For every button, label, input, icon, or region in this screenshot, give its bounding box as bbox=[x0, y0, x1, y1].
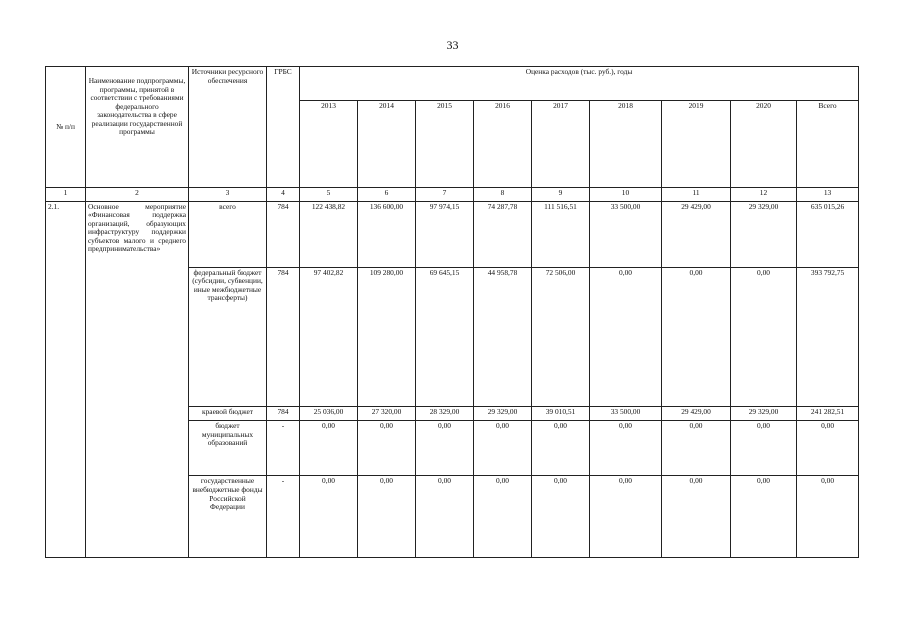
value-cell-3: 69 645,15 bbox=[416, 267, 474, 406]
value-cell-3: 0,00 bbox=[416, 421, 474, 476]
value-cell-6: 0,00 bbox=[590, 421, 662, 476]
year-header-3: 2015 bbox=[416, 101, 474, 188]
value-cell-2: 0,00 bbox=[358, 476, 416, 558]
column-number-2: 2 bbox=[86, 188, 189, 202]
value-cell-2: 0,00 bbox=[358, 421, 416, 476]
value-cell-9: 635 015,26 bbox=[797, 201, 859, 267]
header-estimate: Оценка расходов (тыс. руб.), годы bbox=[300, 67, 859, 101]
value-cell-4: 0,00 bbox=[474, 476, 532, 558]
grbs-code: 784 bbox=[267, 406, 300, 421]
column-number-11: 11 bbox=[662, 188, 731, 202]
year-header-6: 2018 bbox=[590, 101, 662, 188]
value-cell-3: 97 974,15 bbox=[416, 201, 474, 267]
year-header-7: 2019 bbox=[662, 101, 731, 188]
column-number-5: 5 bbox=[300, 188, 358, 202]
column-number-12: 12 bbox=[731, 188, 797, 202]
value-cell-4: 29 329,00 bbox=[474, 406, 532, 421]
source-label: государственные внебюджетные фонды Российской Федерации bbox=[189, 476, 267, 558]
value-cell-8: 29 329,00 bbox=[731, 201, 797, 267]
column-number-1: 1 bbox=[46, 188, 86, 202]
grbs-code: 784 bbox=[267, 201, 300, 267]
value-cell-1: 97 402,82 bbox=[300, 267, 358, 406]
header-source: Источники ресурсного обеспечения bbox=[189, 67, 267, 188]
value-cell-7: 0,00 bbox=[662, 267, 731, 406]
value-cell-7: 0,00 bbox=[662, 421, 731, 476]
value-cell-9: 241 282,51 bbox=[797, 406, 859, 421]
source-label: бюджет муниципальных образований bbox=[189, 421, 267, 476]
source-label: всего bbox=[189, 201, 267, 267]
row-number: 2.1. bbox=[46, 201, 86, 557]
value-cell-4: 0,00 bbox=[474, 421, 532, 476]
value-cell-2: 109 280,00 bbox=[358, 267, 416, 406]
grbs-code: - bbox=[267, 476, 300, 558]
value-cell-1: 0,00 bbox=[300, 421, 358, 476]
column-number-7: 7 bbox=[416, 188, 474, 202]
budget-table bbox=[45, 66, 859, 558]
column-number-4: 4 bbox=[267, 188, 300, 202]
header-grbs: ГРБС bbox=[267, 67, 300, 188]
value-cell-5: 39 010,51 bbox=[532, 406, 590, 421]
value-cell-8: 0,00 bbox=[731, 421, 797, 476]
value-cell-1: 0,00 bbox=[300, 476, 358, 558]
year-header-8: 2020 bbox=[731, 101, 797, 188]
value-cell-4: 74 287,78 bbox=[474, 201, 532, 267]
year-header-2: 2014 bbox=[358, 101, 416, 188]
source-label: краевой бюджет bbox=[189, 406, 267, 421]
value-cell-5: 72 506,00 bbox=[532, 267, 590, 406]
value-cell-8: 29 329,00 bbox=[731, 406, 797, 421]
value-cell-6: 33 500,00 bbox=[590, 406, 662, 421]
grbs-code: - bbox=[267, 421, 300, 476]
value-cell-9: 0,00 bbox=[797, 476, 859, 558]
value-cell-5: 0,00 bbox=[532, 476, 590, 558]
value-cell-7: 29 429,00 bbox=[662, 406, 731, 421]
year-header-4: 2016 bbox=[474, 101, 532, 188]
header-name: Наименование подпрограммы, программы, принятой в соответствии с требованиями федерального законодательства в сфере реализации государственной программы bbox=[86, 67, 189, 188]
value-cell-6: 0,00 bbox=[590, 476, 662, 558]
source-label: федеральный бюджет (субсидии, субвенции, иные межбюджетные трансферты) bbox=[189, 267, 267, 406]
grbs-code: 784 bbox=[267, 267, 300, 406]
value-cell-9: 0,00 bbox=[797, 421, 859, 476]
value-cell-6: 33 500,00 bbox=[590, 201, 662, 267]
value-cell-1: 122 438,82 bbox=[300, 201, 358, 267]
value-cell-5: 0,00 bbox=[532, 421, 590, 476]
value-cell-9: 393 792,75 bbox=[797, 267, 859, 406]
page-number: 33 bbox=[446, 38, 459, 52]
value-cell-2: 136 600,00 bbox=[358, 201, 416, 267]
value-cell-3: 0,00 bbox=[416, 476, 474, 558]
value-cell-7: 29 429,00 bbox=[662, 201, 731, 267]
table-row bbox=[46, 201, 859, 267]
value-cell-5: 111 516,51 bbox=[532, 201, 590, 267]
column-number-8: 8 bbox=[474, 188, 532, 202]
column-number-row bbox=[46, 188, 859, 202]
value-cell-1: 25 036,00 bbox=[300, 406, 358, 421]
year-header-5: 2017 bbox=[532, 101, 590, 188]
column-number-13: 13 bbox=[797, 188, 859, 202]
year-header-1: 2013 bbox=[300, 101, 358, 188]
value-cell-3: 28 329,00 bbox=[416, 406, 474, 421]
value-cell-8: 0,00 bbox=[731, 267, 797, 406]
column-number-6: 6 bbox=[358, 188, 416, 202]
year-header-9: Всего bbox=[797, 101, 859, 188]
column-number-9: 9 bbox=[532, 188, 590, 202]
value-cell-8: 0,00 bbox=[731, 476, 797, 558]
column-number-3: 3 bbox=[189, 188, 267, 202]
value-cell-2: 27 320,00 bbox=[358, 406, 416, 421]
row-name: Основное мероприятие «Финансовая поддержка организаций, образующих инфраструктуру поддержки субъектов малого и среднего предпринимательства» bbox=[86, 201, 189, 557]
value-cell-6: 0,00 bbox=[590, 267, 662, 406]
header-num: № п/п bbox=[46, 67, 86, 188]
value-cell-7: 0,00 bbox=[662, 476, 731, 558]
column-number-10: 10 bbox=[590, 188, 662, 202]
value-cell-4: 44 958,78 bbox=[474, 267, 532, 406]
